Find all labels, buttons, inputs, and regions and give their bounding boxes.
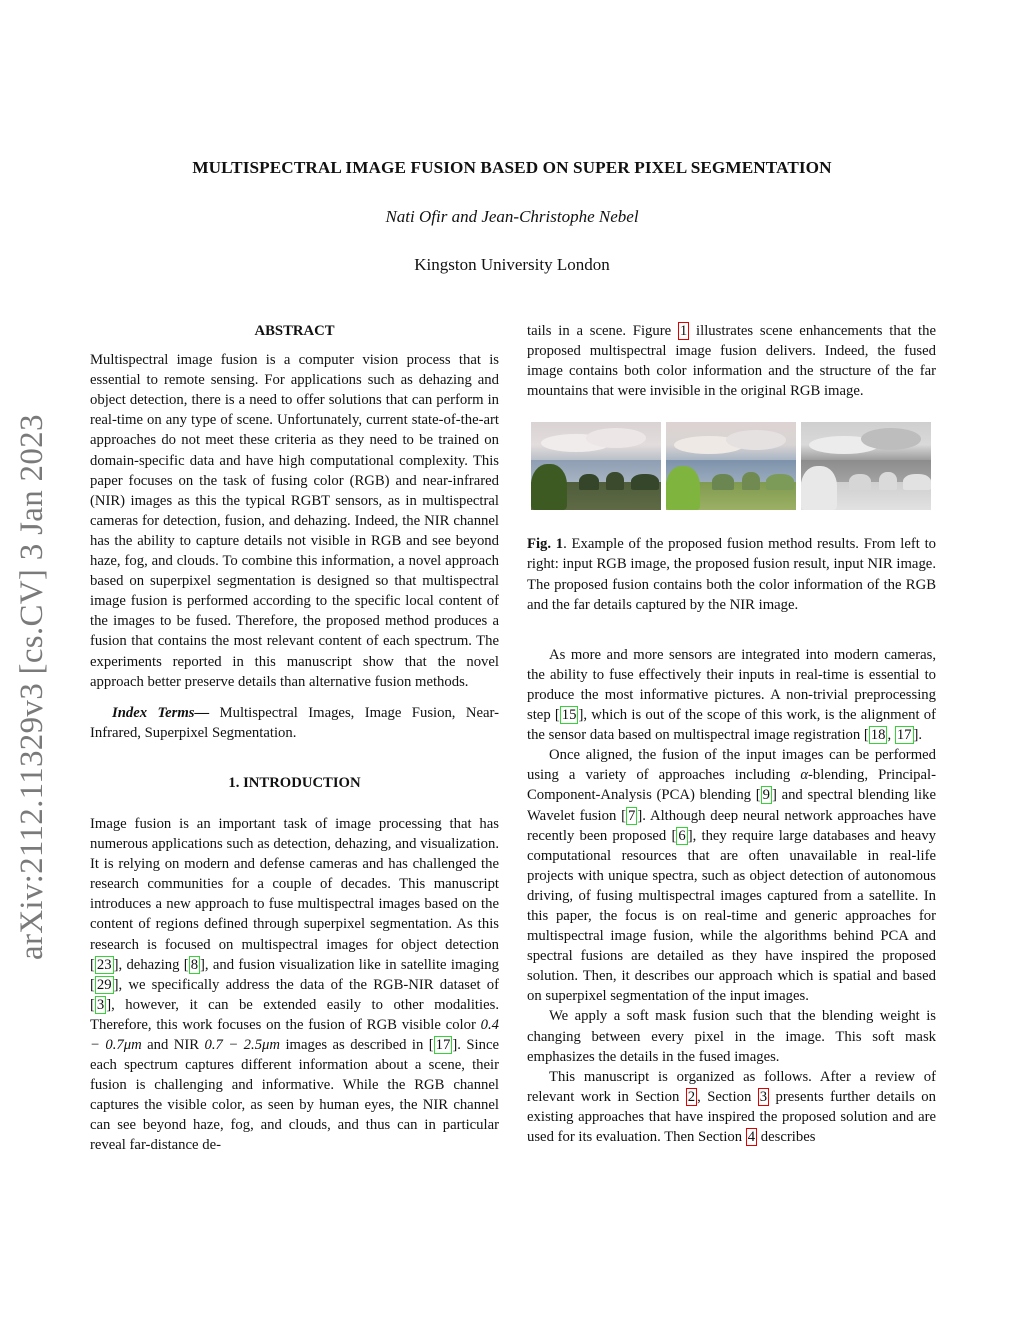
- text-run: describes: [757, 1129, 816, 1145]
- text-run: and NIR: [141, 1037, 205, 1053]
- text-run: ], and fusion visualization like in satellite imaging [: [90, 956, 499, 993]
- introduction-heading: 1. INTRODUCTION: [228, 774, 361, 791]
- intro-paragraph-4: We apply a soft mask fusion such that the blending weight is changing between every pixel in the image. This soft mask emphasizes the details in the fused images.: [527, 1008, 936, 1065]
- caption-label: Fig. 1: [527, 536, 564, 553]
- abstract-text: Multispectral image fusion is a computer vision process that is essential to remote sensing. For applications such as dehazing and object detection, there is a need to offer solutions that can perform in real-time on any type of scene. Unfortunately, current state-of-the-art approaches do not meet these criteria as they need to be trained on domain-specific data and have high computational complexity. This paper focuses on the task of fusing color (RGB) and near-infrared (NIR) images as this the typical RGBT sensors, as in multispectral cameras for detection, fusion, and dehazing. Indeed, the NIR channel has the ability to capture details not visible in RGB and see beyond haze, fog, and clouds. To combine this information, a novel approach based on superpixel segmentation is designed so that multispectral image fusion is performed according to the specific local content of the images to be fused. Therefore, the proposed method produces a fusion that contains the most relevant content of each spectrum. The experiments reported in this manuscript show that the novel approach better preserve details than alternative fusion methods.: [90, 352, 499, 690]
- intro-continuation: [527, 321, 936, 401]
- citation-link[interactable]: 6: [678, 827, 686, 844]
- text-run: presents further details on existing approaches that have inspired the proposed solution and are used for its evaluation. Then Section: [527, 1088, 936, 1145]
- citation-link[interactable]: 18: [870, 727, 886, 744]
- paper-authors: Nati Ofir and Jean-Christophe Nebel: [385, 207, 639, 226]
- left-column: [90, 321, 499, 1156]
- right-column: [527, 321, 936, 1147]
- alpha-symbol: α: [800, 767, 809, 784]
- citation-link[interactable]: 23: [96, 956, 112, 973]
- figure-link[interactable]: 1: [679, 323, 688, 339]
- intro-paragraph-1: Image fusion is an important task of image processing that has numerous applications such as detection, dehazing, and visualization. It is relying on modern and defense cameras and has challenged the research communities for a couple of decades. This manuscript introduces a new approach to fuse multispectral images based on the content of regions defined through superpixel segmentation. As this research is focused on multispectral images for object detection [ 23 ], dehazing [ 8 ], and fusion visualization like in satellite imaging [ 29 ], we specifically address the data of the RGB-NIR dataset of [ 3 ], however, it can be extended easily to other modalities. Therefore, this work focuses on the fusion of RGB visible color 0.4 − 0.7μm and NIR 0.7 − 2.5μm images as described in [ 17 ]. Since each spectrum captures different information about a scene, their fusion is challenging and informative. While the RGB channel captures the visible color, as seen by human eyes, the NIR channel can see beyond haze, fog, and clouds, and thus can in particular reveal far-distance de-: [90, 815, 499, 1154]
- citation-link[interactable]: 15: [561, 707, 577, 724]
- paper-affiliation: Kingston University London: [414, 255, 610, 274]
- citation-link[interactable]: 7: [628, 807, 636, 824]
- figure-panel-rgb: [531, 422, 661, 510]
- text-run: ], which is out of the scope of this work, is the alignment of the sensor data based on multispectral image registration [: [527, 707, 936, 744]
- paper-title: MULTISPECTRAL IMAGE FUSION BASED ON SUPER PIXEL SEGMENTATION: [192, 158, 832, 177]
- text-run: ], they require large databases and heavy computational resources that are often unavailable in real-life projects with unique spectra, such as object detection of autonomous driving, of fusing multispectral images captured from a satellite. In this paper, the focus is on real-time and generic approaches for multispectral image fusion, while the algorithms behind PCA and spectral fusions are detailed as they have inspired the proposed solution. Then, it describes our approach which is spatial and based on superpixel segmentation of the input images.: [527, 827, 937, 1005]
- citation-link[interactable]: 17: [435, 1037, 451, 1053]
- text-run: illustrates scene enhancements that the proposed multispectral image fusion delivers. Indeed, the fused image contains both color information and the structure of the far mountains that were invisible in the original RGB image.: [527, 323, 936, 400]
- section-link[interactable]: 4: [747, 1129, 756, 1145]
- figure-panel-nir: [801, 422, 931, 510]
- section-link[interactable]: 2: [687, 1088, 696, 1105]
- index-terms-text: Multispectral Images, Image Fusion, Near-Infrared, Superpixel Segmentation.: [90, 704, 499, 741]
- index-terms: [90, 703, 499, 743]
- text-run: Image fusion is an important task of image processing that has numerous applications such as detection, dehazing, and visualization. It is relying on modern and defense cameras and has challenged the research communities for a couple of decades. This manuscript introduces a new approach to fuse multispectral images based on the content of regions defined through superpixel segmentation. As this research is focused on multispectral images for object detection: [90, 815, 499, 953]
- citation-link[interactable]: 9: [762, 787, 770, 804]
- citation-link[interactable]: 17: [896, 727, 912, 744]
- math-range: 0.7 − 2.5μm: [204, 1037, 281, 1053]
- section-link[interactable]: 3: [759, 1088, 768, 1105]
- intro-paragraph-5: [527, 1067, 936, 1147]
- text-run: ], we specifically address the data of the RGB-NIR dataset of [: [90, 976, 499, 1013]
- citation-link[interactable]: 3: [96, 996, 105, 1013]
- text-run: ,: [887, 727, 895, 744]
- text-run: ]. Since each spectrum captures different information about a scene, their fusion is challenging and informative. While the RGB channel captures the visible color, as seen by human eyes, the NIR channel can see beyond haze, fog, and clouds, and thus can in particular reveal far-distance de-: [90, 1037, 499, 1154]
- math-range: 0.4 − 0.7μm: [90, 1016, 499, 1053]
- text-run: ].: [913, 727, 923, 744]
- text-run: ] and spectral blending like Wavelet fusion [: [527, 787, 936, 824]
- arxiv-stamp: arXiv:2112.11329v3 [cs.CV] 3 Jan 2023: [14, 414, 50, 960]
- text-run: , Section: [697, 1088, 758, 1105]
- text-run: tails in a scene. Figure: [527, 323, 678, 339]
- text-run: -blending, Principal-Component-Analysis (PCA) blending [: [527, 767, 936, 804]
- intro-paragraph-2: [527, 645, 936, 745]
- text-run: ], however, it can be extended easily to other modalities. Therefore, this work focuses on the fusion of RGB visible color: [90, 996, 499, 1033]
- text-run: As more and more sensors are integrated into modern cameras, the ability to fuse effectively their inputs in real-time is essential to produce the most informative pictures. A non-trivial preprocessing step [: [527, 646, 936, 724]
- text-run: ]. Although deep neural network approaches have recently been proposed [: [527, 807, 937, 844]
- index-terms-label: Index Terms—: [112, 704, 210, 721]
- citation-link[interactable]: 8: [190, 956, 199, 973]
- text-run: ], dehazing [: [113, 956, 189, 973]
- text-run: Once aligned, the fusion of the input images can be performed using a variety of approaches including: [527, 747, 936, 784]
- abstract-heading: ABSTRACT: [254, 323, 335, 339]
- intro-paragraph-3: [527, 745, 936, 1006]
- caption-text: . Example of the proposed fusion method results. From left to right: input RGB image, the proposed fusion result, input NIR image. The proposed fusion contains both the color information of the RGB and the far details captured by the NIR image.: [527, 536, 936, 613]
- citation-link[interactable]: 29: [96, 976, 112, 993]
- text-run: This manuscript is organized as follows. After a review of relevant work in Section: [527, 1068, 936, 1105]
- figure-1: [531, 422, 936, 510]
- figure-panel-fusion: [666, 422, 796, 510]
- figure-1-caption: [527, 534, 936, 614]
- text-run: images as described in [: [280, 1037, 434, 1053]
